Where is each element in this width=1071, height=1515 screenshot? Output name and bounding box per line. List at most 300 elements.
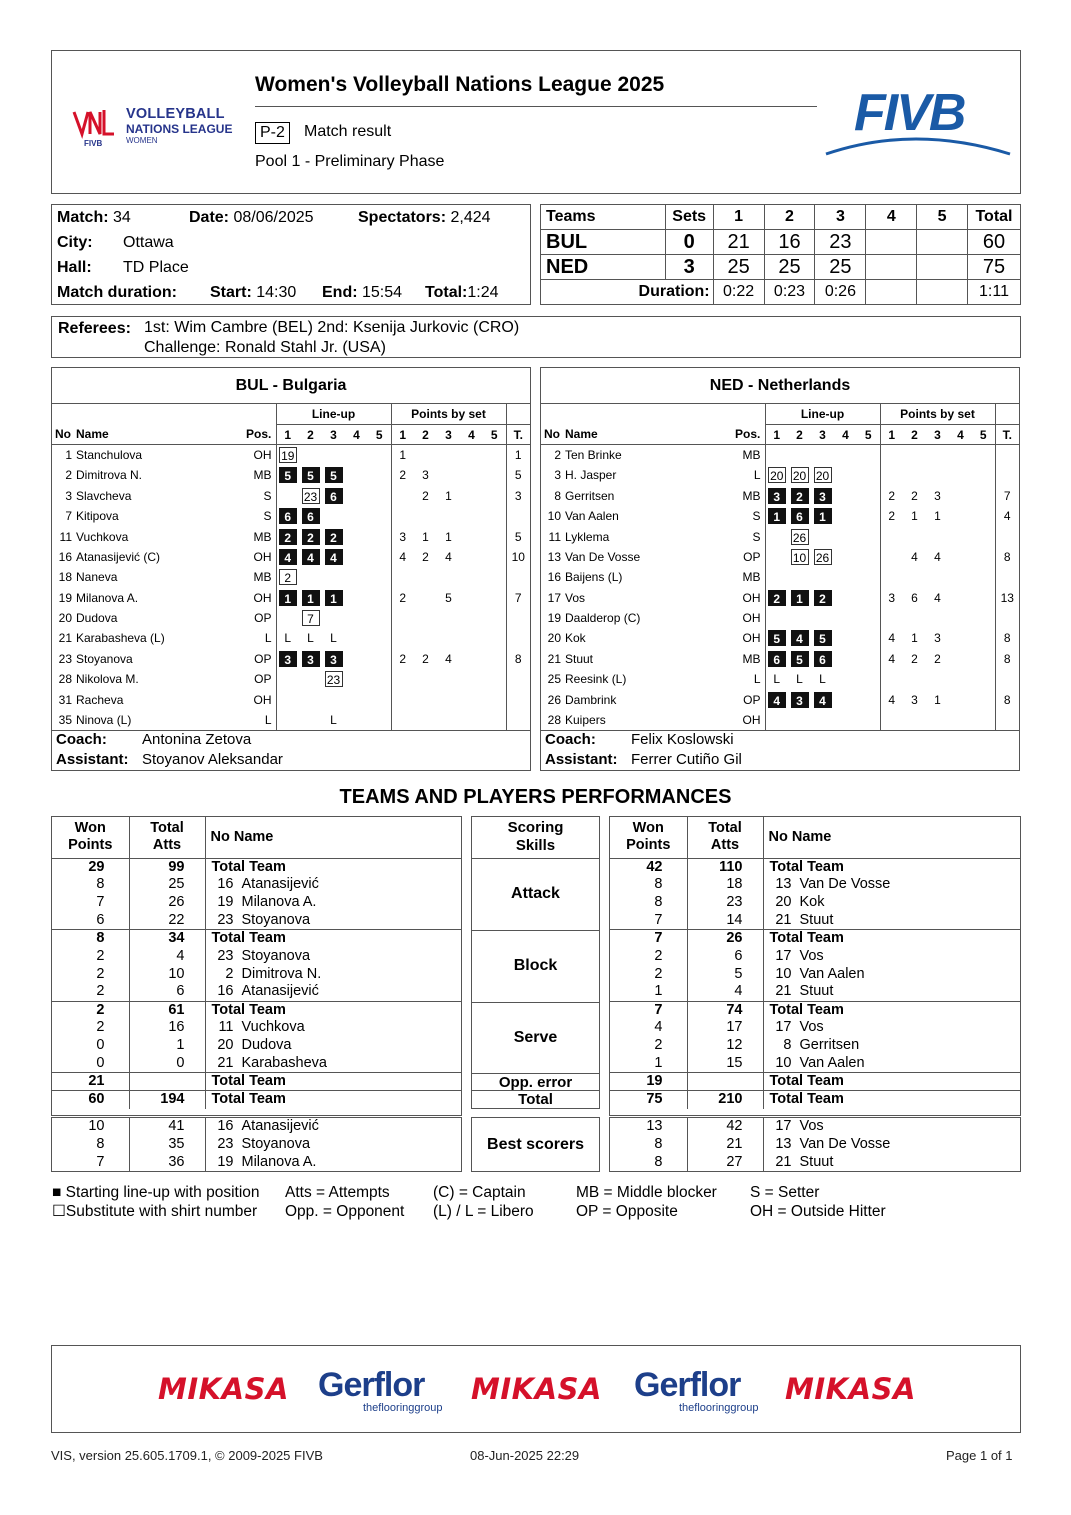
performance-title: TEAMS AND PLAYERS PERFORMANCES: [339, 786, 732, 808]
player-row: [541, 669, 1019, 689]
player-name: Van Aalen: [799, 1054, 865, 1071]
set-points: 4: [911, 549, 918, 564]
performance-header: Won Points Total Atts No Name: [52, 817, 461, 858]
player-total: [995, 669, 1019, 689]
set-points: [949, 506, 972, 526]
player-position: OH: [735, 608, 765, 628]
player-name: Vuchkova: [76, 529, 129, 544]
set-points: 4: [445, 651, 452, 666]
set-points: [483, 465, 506, 485]
roster-ned: [540, 367, 1020, 771]
player-row: [541, 588, 1019, 608]
player-position: MB: [246, 567, 276, 587]
starting-position: 5: [325, 467, 343, 483]
won-points: 2: [610, 965, 687, 983]
vnl-mark-icon: [72, 104, 118, 148]
player-number: 10: [775, 1054, 792, 1071]
referees-label: Referees:: [58, 320, 131, 337]
total-atts: 17: [687, 1019, 763, 1037]
coach: Coach: Antonina Zetova: [56, 731, 252, 748]
gerflor-sub: theflooringgroup: [363, 1402, 443, 1414]
starting-position: 5: [768, 630, 786, 646]
starting-position: 6: [791, 508, 809, 524]
legend-item: Atts = Attempts: [285, 1184, 390, 1201]
libero-mark: L: [773, 672, 781, 687]
set-points: [460, 649, 483, 669]
set-duration: 0:22: [713, 280, 764, 305]
player-row: [52, 465, 530, 485]
performance-row: [52, 1118, 461, 1136]
set-points: [437, 445, 460, 465]
player-number: 17: [775, 1019, 792, 1036]
player-name: Stuut: [799, 983, 834, 1000]
team-code: NED: [541, 255, 666, 280]
set-points: [949, 608, 972, 628]
player-row: [52, 689, 530, 709]
starting-position: 5: [791, 651, 809, 667]
player-number: 19: [217, 1154, 234, 1171]
col-name: Name: [76, 424, 246, 444]
player-position: OH: [246, 445, 276, 465]
scoring-skills-header: Scoring Skills: [507, 819, 564, 854]
sponsors-box: [51, 1345, 1021, 1433]
roster-bul: [51, 367, 531, 771]
player-number: 11: [59, 529, 72, 544]
legend-item: (C) = Captain: [433, 1184, 526, 1201]
total-atts: 74: [687, 1001, 763, 1019]
player-total: 5: [514, 468, 522, 483]
set-points: [880, 710, 903, 730]
player-number: 28: [58, 672, 72, 687]
col-name: Name: [565, 424, 735, 444]
player-number: 19: [217, 894, 234, 911]
total-atts: 10: [129, 965, 205, 983]
set-points: 3: [888, 590, 896, 605]
player-name: Stuut: [565, 651, 594, 666]
performance-row: [52, 983, 461, 1001]
set-duration: [866, 280, 917, 305]
starting-position: 2: [279, 529, 297, 545]
player-number: 20: [775, 894, 792, 911]
team-score-row: [541, 255, 1021, 280]
performance-row: [610, 1073, 1020, 1091]
set-points: [949, 547, 972, 567]
set-points: [460, 547, 483, 567]
set-points: [437, 689, 460, 709]
player-name: Ten Brinke: [565, 448, 622, 463]
player-number: 10: [775, 965, 792, 982]
player-name: Vos: [799, 947, 824, 964]
player-position: MB: [246, 526, 276, 546]
player-total: [506, 608, 530, 628]
performance-grid: [52, 817, 461, 1109]
col-set: 2: [903, 424, 926, 444]
vnl-line3: WOMEN: [126, 136, 158, 145]
player-number: 13: [775, 1136, 792, 1153]
player-number: 20: [217, 1037, 234, 1054]
col-set: 5: [368, 424, 391, 444]
performance-row: [610, 1118, 1020, 1136]
player-position: MB: [735, 445, 765, 465]
total-atts: 36: [129, 1154, 205, 1172]
left-best-scorers: [51, 1117, 462, 1172]
total-atts: 22: [129, 912, 205, 930]
set-points: [949, 567, 972, 587]
set-points: [903, 608, 926, 628]
lineup-header: Line-up: [765, 404, 880, 424]
player-name: Van De Vosse: [565, 549, 641, 564]
won-points: 8: [610, 1136, 687, 1154]
starting-position: 3: [814, 488, 832, 504]
player-number: 23: [217, 947, 234, 964]
performance-row: [610, 912, 1020, 930]
player-number: 31: [58, 692, 72, 707]
score-cell: 25: [764, 255, 815, 280]
set-points: [972, 445, 995, 465]
set-points: [414, 628, 437, 648]
legend-item: OP = Opposite: [576, 1203, 678, 1220]
assistant-coach: Assistant: Ferrer Cutiño Gil: [545, 751, 742, 768]
set-points: [483, 588, 506, 608]
player-name: Stoyanova: [241, 947, 311, 964]
sets-header-cell: Sets: [665, 205, 713, 230]
player-name: Dimitrova N.: [241, 965, 322, 982]
player-row: [541, 445, 1019, 465]
player-row: [52, 486, 530, 506]
starting-position: 1: [791, 590, 809, 606]
won-points: 8: [610, 876, 687, 894]
duration-row: [541, 280, 1021, 305]
set-points: [437, 669, 460, 689]
player-total: 7: [514, 590, 522, 605]
player-name: Karabasheva (L): [76, 631, 165, 646]
fivb-logo: [824, 84, 1014, 158]
roster-group-header: [52, 404, 530, 424]
total-atts: 110: [687, 858, 763, 876]
date-row: Date: 08/06/2025: [189, 209, 314, 226]
total-atts: 21: [687, 1136, 763, 1154]
sets-header-cell: Total: [967, 205, 1020, 230]
total-time: Total:1:24: [425, 284, 499, 301]
player-name: Kuipers: [565, 713, 606, 728]
player-number: 2: [65, 468, 72, 483]
won-points: 6: [52, 912, 129, 930]
performance-row: [52, 930, 461, 948]
set-points: [949, 628, 972, 648]
set-points: [460, 526, 483, 546]
player-total: 8: [1003, 631, 1011, 646]
sets-header-cell: 5: [917, 205, 968, 230]
set-points: 1: [445, 529, 452, 544]
set-points: [903, 526, 926, 546]
player-number: 21: [775, 983, 792, 1000]
player-name: Stoyanova: [76, 651, 133, 666]
performance-grid: [610, 817, 1020, 1109]
col-set: 5: [857, 424, 880, 444]
substitute-number: 20: [768, 467, 786, 483]
end-time: End: 15:54: [322, 284, 403, 301]
starting-position: 4: [279, 549, 297, 565]
set-duration: [917, 280, 968, 305]
starting-position: 4: [791, 630, 809, 646]
player-position: OH: [735, 588, 765, 608]
set-points: [483, 669, 506, 689]
set-points: [949, 669, 972, 689]
set-points: [483, 547, 506, 567]
match-row: Match: 34: [57, 209, 131, 226]
player-number: 21: [58, 631, 72, 646]
match-date: 08/06/2025: [233, 209, 314, 226]
won-header: Won: [74, 820, 106, 837]
score-cell: [866, 255, 917, 280]
starting-position: 1: [814, 508, 832, 524]
starting-position: 4: [814, 692, 832, 708]
referees-line1: 1st: Wim Cambre (BEL) 2nd: Ksenija Jurkovic (CRO): [144, 319, 520, 336]
score-cell: 16: [764, 230, 815, 255]
player-number: 1: [65, 448, 72, 463]
won-points: 10: [52, 1118, 129, 1136]
team-code: BUL: [541, 230, 666, 255]
col-set: 4: [345, 424, 368, 444]
col-set: 1: [391, 424, 414, 444]
set-points: 3: [911, 692, 918, 707]
player-row: [52, 588, 530, 608]
set-points: [391, 628, 414, 648]
starting-position: 3: [302, 651, 320, 667]
player-name: Van De Vosse: [799, 876, 891, 893]
set-points: [460, 486, 483, 506]
player-number: 16: [217, 876, 234, 893]
sets-grid: [540, 204, 1021, 305]
player-row: [52, 710, 530, 730]
substitute-number: 2: [279, 569, 297, 585]
won-points: 7: [52, 894, 129, 912]
substitute-number: 19: [279, 447, 297, 463]
player-name: Van De Vosse: [799, 1136, 891, 1153]
team-total-label: Total Team: [769, 1001, 844, 1018]
set-points: [972, 465, 995, 485]
set-points: 2: [399, 590, 407, 605]
performance-row: [52, 947, 461, 965]
player-total: 5: [514, 529, 522, 544]
col-no: No: [52, 424, 76, 444]
starting-position: 1: [325, 590, 343, 606]
roster-table: [541, 404, 1019, 730]
total-atts: 12: [687, 1037, 763, 1055]
set-points: [460, 567, 483, 587]
player-position: OP: [735, 689, 765, 709]
player-number: 7: [65, 509, 72, 524]
performance-row: [52, 858, 461, 876]
legend-item: MB = Middle blocker: [576, 1184, 717, 1201]
player-name: Lyklema: [565, 529, 610, 544]
set-points: [437, 628, 460, 648]
player-total: [506, 567, 530, 587]
player-name: Gerritsen: [565, 488, 615, 503]
starting-position: 2: [302, 529, 320, 545]
set-points: [483, 567, 506, 587]
set-points: [414, 506, 437, 526]
city-row: City:: [57, 234, 93, 251]
score-cell: 0: [665, 230, 713, 255]
set-points: 2: [911, 488, 918, 503]
set-points: [460, 628, 483, 648]
player-row: [52, 608, 530, 628]
col-set: 2: [414, 424, 437, 444]
player-name: Stuut: [799, 1154, 834, 1171]
performance-row: [610, 1055, 1020, 1073]
performance-row: [52, 1091, 461, 1109]
player-number: 19: [58, 590, 72, 605]
col-set: 2: [788, 424, 811, 444]
referees-list: [144, 318, 519, 358]
player-number: 16: [217, 1118, 234, 1135]
set-points: [414, 608, 437, 628]
set-points: [414, 710, 437, 730]
player-total: [995, 710, 1019, 730]
set-points: 4: [888, 651, 896, 666]
legend-item: S = Setter: [750, 1184, 820, 1201]
match-info-box: [51, 204, 531, 305]
team-name: NED - Netherlands: [541, 368, 1019, 404]
left-performance-table: [51, 816, 462, 1116]
set-points: 1: [422, 529, 429, 544]
performance-row: [610, 876, 1020, 894]
performance-row: [610, 947, 1020, 965]
player-row: [541, 465, 1019, 485]
set-points: [460, 445, 483, 465]
player-row: [52, 669, 530, 689]
player-name: Kitipova: [76, 509, 119, 524]
player-name: Vos: [799, 1019, 824, 1036]
total-atts: 99: [129, 858, 205, 876]
set-duration: 0:26: [815, 280, 866, 305]
set-points: 3: [934, 631, 941, 646]
player-total: [506, 689, 530, 709]
set-points: [880, 445, 903, 465]
player-row: [541, 486, 1019, 506]
player-position: MB: [735, 567, 765, 587]
set-points: [460, 669, 483, 689]
player-position: OH: [735, 628, 765, 648]
set-points: [972, 628, 995, 648]
set-duration: 1:11: [967, 280, 1020, 305]
starting-position: 4: [302, 549, 320, 565]
substitute-number: 23: [302, 488, 320, 504]
set-points: [903, 567, 926, 587]
score-cell: 3: [665, 255, 713, 280]
player-total: [995, 526, 1019, 546]
total-label: Total: [518, 1091, 553, 1108]
doc-code: P-2: [255, 122, 290, 144]
legend-item: (L) / L = Libero: [433, 1203, 534, 1220]
col-pos: Pos.: [246, 424, 276, 444]
starting-position: 5: [279, 467, 297, 483]
player-position: OP: [246, 608, 276, 628]
set-points: 1: [911, 631, 918, 646]
score-cell: [917, 230, 968, 255]
won-points: 19: [610, 1073, 687, 1091]
total-atts: 210: [687, 1091, 763, 1109]
col-set: 4: [460, 424, 483, 444]
player-total: 3: [514, 488, 522, 503]
won-points: 7: [610, 930, 687, 948]
scoring-skills-column: [471, 816, 600, 1109]
player-total: 13: [1000, 590, 1014, 605]
won-points: 2: [52, 1019, 129, 1037]
team-name: BUL - Bulgaria: [52, 368, 530, 404]
total-atts: 15: [687, 1055, 763, 1073]
sets-header-cell: 3: [815, 205, 866, 230]
player-name: Atanasijević (C): [76, 549, 161, 564]
player-row: [541, 567, 1019, 587]
set-points: [437, 608, 460, 628]
player-name: Karabasheva: [241, 1054, 327, 1071]
performance-row: [610, 1001, 1020, 1019]
gerflor-logo: Gerflor: [634, 1366, 741, 1404]
score-cell: 25: [815, 255, 866, 280]
set-points: [437, 567, 460, 587]
col-set: 1: [765, 424, 788, 444]
total-atts: 6: [687, 947, 763, 965]
set-points: [483, 526, 506, 546]
set-points: [460, 710, 483, 730]
set-points: [460, 465, 483, 485]
performance-row: [610, 894, 1020, 912]
set-points: 2: [399, 651, 407, 666]
player-number: 8: [554, 488, 561, 503]
set-points: [437, 710, 460, 730]
won-points: 8: [610, 1154, 687, 1172]
performance-header: Won Points Total Atts No Name: [610, 817, 1020, 858]
player-position: MB: [246, 465, 276, 485]
duration-row: Match duration:: [57, 284, 177, 301]
footer-date: 08-Jun-2025 22:29: [470, 1448, 580, 1463]
player-number: 20: [58, 611, 72, 626]
match-number: 34: [113, 209, 131, 226]
performance-row: [610, 1091, 1020, 1109]
player-number: 21: [775, 1154, 792, 1171]
player-position: L: [735, 669, 765, 689]
performance-row: [52, 894, 461, 912]
performance-row: [52, 876, 461, 894]
set-points: [460, 608, 483, 628]
player-number: 16: [547, 570, 561, 585]
player-name: Milanova A.: [76, 590, 139, 605]
player-name: Racheva: [76, 692, 124, 707]
col-set: 3: [811, 424, 834, 444]
set-points: [949, 465, 972, 485]
total-atts: 41: [129, 1118, 205, 1136]
performance-row: [610, 1136, 1020, 1154]
player-name: Baijens (L): [565, 570, 623, 585]
score-cell: [866, 230, 917, 255]
roster-column-header: [52, 424, 530, 444]
total-atts: 42: [687, 1118, 763, 1136]
sets-table: [540, 204, 1021, 306]
player-name: Atanasijević: [241, 876, 319, 893]
player-name: Milanova A.: [241, 1154, 317, 1171]
starting-position: 3: [791, 692, 809, 708]
player-total: 4: [1003, 509, 1011, 524]
won-points: 13: [610, 1118, 687, 1136]
coach: Coach: Felix Koslowski: [545, 731, 734, 748]
player-position: MB: [735, 486, 765, 506]
vnl-line2: NATIONS LEAGUE: [126, 122, 233, 136]
set-points: [880, 669, 903, 689]
sets-header-cell: 2: [764, 205, 815, 230]
won-points: 8: [610, 894, 687, 912]
